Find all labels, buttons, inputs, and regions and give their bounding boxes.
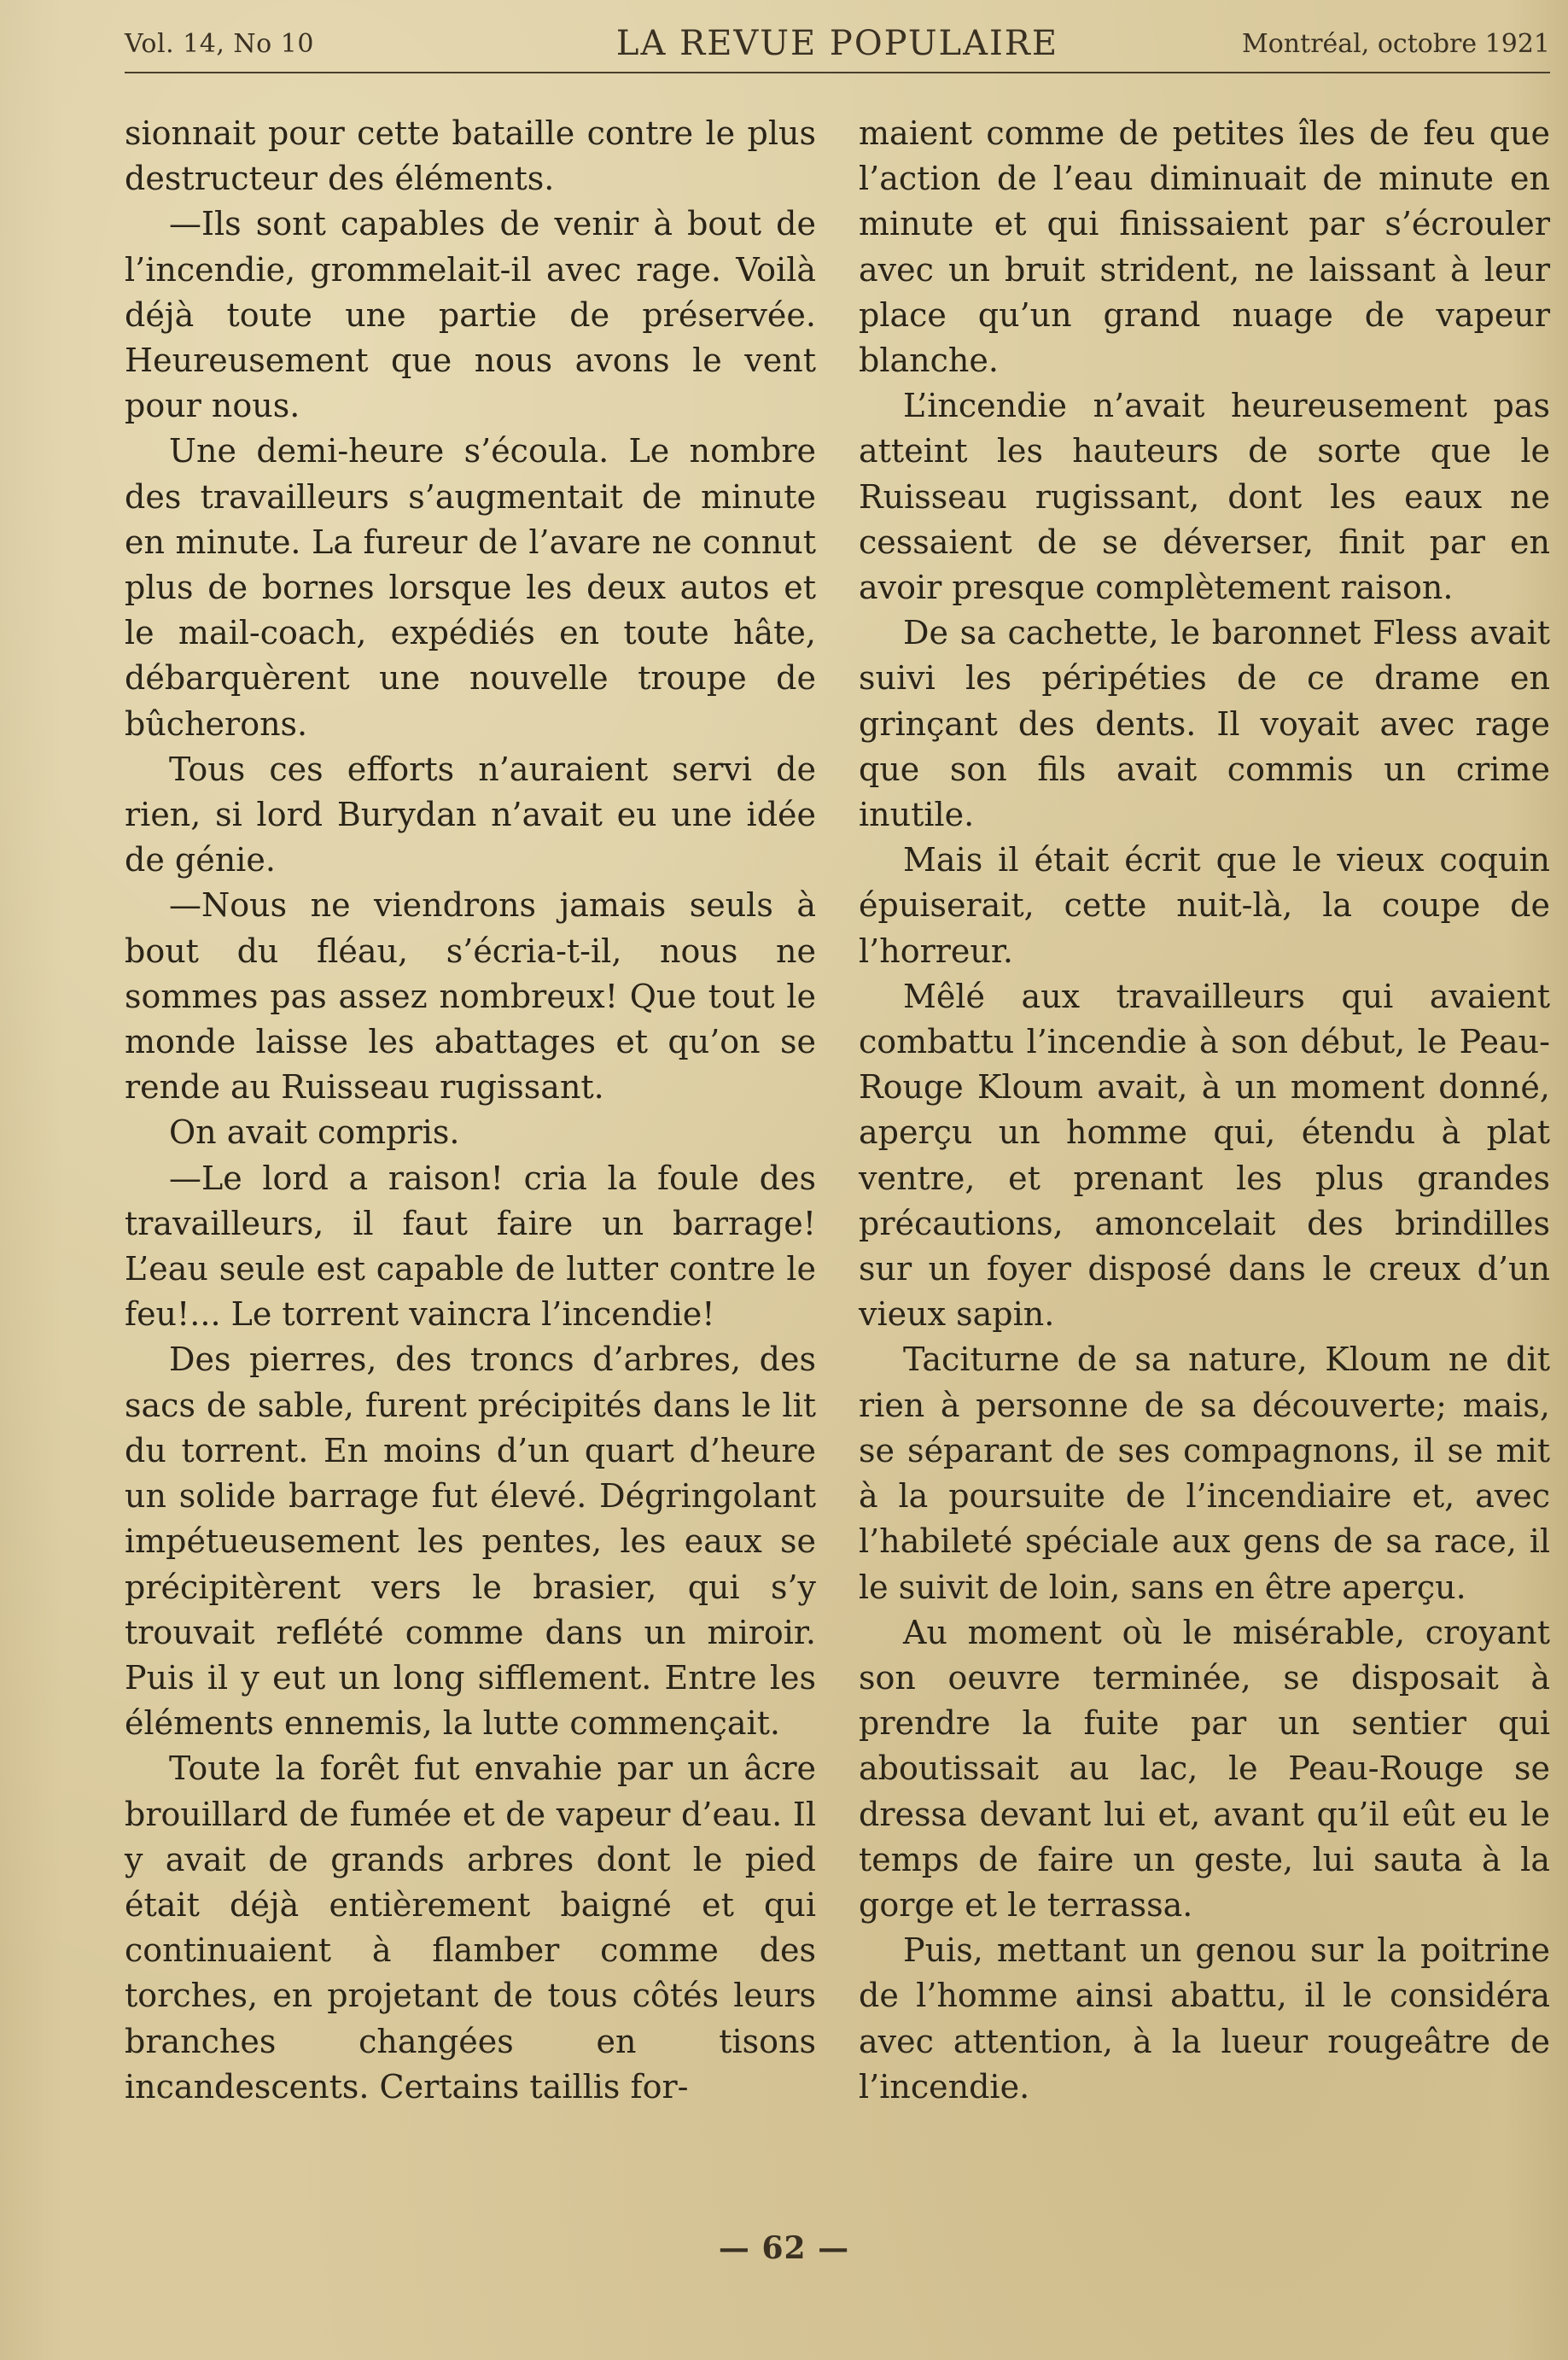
paragraph: On avait compris.	[169, 1113, 460, 1152]
paragraph: Tous ces efforts n’auraient servi de rien, si lord Burydan n’avait eu une idée de génie.	[125, 750, 816, 879]
text-column-left	[125, 111, 816, 2110]
page-number: — 62 —	[718, 2230, 850, 2266]
paragraph: —Nous ne viendrons jamais seuls à bout du fléau, s’écria-t-il, nous ne sommes pas assez nombreux! Que tout le monde laisse les abattages et qu’on se rende au Ruisseau rugissant.	[125, 886, 816, 1107]
paragraph: Puis, mettant un genou sur la poitrine de l’homme ainsi abattu, il le considéra avec attention, à la lueur rougeâtre de l’incendie.	[859, 1931, 1550, 2106]
paragraph: Des pierres, des troncs d’arbres, des sacs de sable, furent précipités dans le lit du torrent. En moins d’un quart d’heure un solide barrage fut élevé. Dégringolant impétueusement les pentes, les eaux se précipitèrent vers le brasier, qui s’y trouvait reflété comme dans un miroir. Puis il y eut un long sifflement. Entre les éléments ennemis, la lutte commençait.	[125, 1341, 816, 1743]
header-divider	[125, 72, 1550, 73]
paragraph: Toute la forêt fut envahie par un âcre brouillard de fumée et de vapeur d’eau. Il y avait de grands arbres dont le pied était déjà entièrement baigné et qui continuaient à flamber comme des torches, en projetant de tous côtés leurs branches changées en tisons incandescents. Certains taillis for-	[125, 1750, 816, 2106]
issue-date: Montréal, octobre 1921	[1242, 29, 1550, 59]
volume-number: Vol. 14, No 10	[125, 29, 314, 59]
text-column-right	[859, 111, 1550, 2110]
paragraph: sionnait pour cette bataille contre le plus destructeur des éléments.	[125, 114, 816, 198]
paragraph: Taciturne de sa nature, Kloum ne dit rien à personne de sa découverte; mais, se séparant de ses compagnons, il se mit à la poursuite de l’incendiaire et, avec l’habileté spéciale aux gens de sa race, il le suivit de loin, sans en être aperçu.	[859, 1341, 1550, 1606]
paragraph: Une demi-heure s’écoula. Le nombre des travailleurs s’augmentait de minute en minute. La fureur de l’avare ne connut plus de bornes lorsque les deux autos et le mail-coach, expédiés en toute hâte, débarquèrent une nouvelle troupe de bûcherons.	[125, 432, 816, 743]
paragraph: —Le lord a raison! cria la foule des travailleurs, il faut faire un barrage! L’eau seule est capable de lutter contre le feu!... Le torrent vaincra l’incendie!	[125, 1159, 816, 1334]
running-header	[125, 22, 1550, 70]
paragraph: Mêlé aux travailleurs qui avaient combattu l’incendie à son début, le Peau-Rouge Kloum avait, à un moment donné, aperçu un homme qui, étendu à plat ventre, et prenant les plus grandes précautions, amoncelait des brindilles sur un foyer disposé dans le creux d’un vieux sapin.	[859, 977, 1550, 1334]
paragraph: Mais il était écrit que le vieux coquin épuiserait, cette nuit-là, la coupe de l’horreur.	[859, 841, 1550, 970]
paragraph: L’incendie n’avait heureusement pas atteint les hauteurs de sorte que le Ruisseau rugissant, dont les eaux ne cessaient de se déverser, finit par en avoir presque complètement raison.	[859, 387, 1550, 607]
paragraph: De sa cachette, le baronnet Fless avait suivi les péripéties de ce drame en grinçant des dents. Il voyait avec rage que son fils avait commis un crime inutile.	[859, 614, 1550, 834]
journal-title: LA REVUE POPULAIRE	[615, 24, 1059, 63]
paragraph: maient comme de petites îles de feu que l’action de l’eau diminuait de minute en minute et qui finissaient par s’écrouler avec un bruit strident, ne laissant à leur place qu’un grand nuage de vapeur blanche.	[859, 114, 1550, 380]
paragraph: Au moment où le misérable, croyant son oeuvre terminée, se disposait à prendre la fuite par un sentier qui aboutissait au lac, le Peau-Rouge se dressa devant lui et, avant qu’il eût eu le temps de faire un geste, lui sauta à la gorge et le terrassa.	[859, 1613, 1550, 1924]
paragraph: —Ils sont capables de venir à bout de l’incendie, grommelait-il avec rage. Voilà déjà toute une partie de préservée. Heureusement que nous avons le vent pour nous.	[125, 205, 816, 425]
